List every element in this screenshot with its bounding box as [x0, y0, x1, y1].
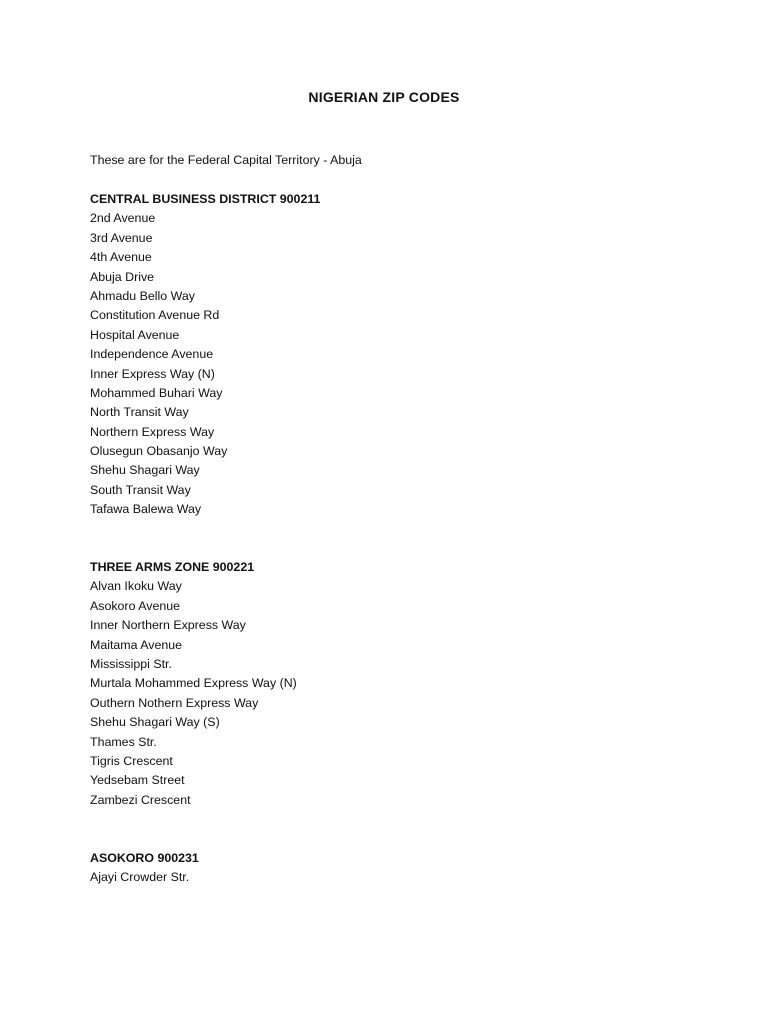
street-item: Inner Northern Express Way [90, 618, 246, 633]
street-item: 3rd Avenue [90, 230, 153, 245]
section-heading: ASOKORO 900231 [90, 851, 199, 865]
street-item: Thames Str. [90, 734, 157, 749]
section-heading: THREE ARMS ZONE 900221 [90, 560, 255, 574]
street-item: Zambezi Crescent [90, 792, 191, 807]
street-item: Tafawa Balewa Way [90, 502, 202, 517]
street-item: Shehu Shagari Way [90, 463, 200, 478]
street-item: Mississippi Str. [90, 656, 172, 671]
street-item: Ajayi Crowder Str. [90, 870, 190, 885]
section-heading: CENTRAL BUSINESS DISTRICT 900211 [90, 192, 321, 206]
street-item: North Transit Way [90, 405, 189, 420]
street-item: Independence Avenue [90, 347, 214, 362]
street-item: Outhern Nothern Express Way [90, 695, 259, 710]
street-item: South Transit Way [90, 482, 191, 497]
document-title: NIGERIAN ZIP CODES [308, 89, 460, 105]
street-item: 4th Avenue [90, 250, 152, 265]
street-item: Asokoro Avenue [90, 598, 181, 613]
section-asokoro [90, 849, 690, 888]
section-three-arms-zone [90, 558, 690, 810]
street-item: Inner Express Way (N) [90, 366, 215, 381]
street-item: Alvan Ikoku Way [90, 579, 182, 594]
street-item: Yedsebam Street [90, 773, 185, 788]
street-list [90, 577, 690, 810]
street-item: Mohammed Buhari Way [90, 385, 223, 400]
street-item: Constitution Avenue Rd [90, 308, 220, 323]
intro-text: These are for the Federal Capital Territory - Abuja [90, 153, 362, 167]
street-item: Murtala Mohammed Express Way (N) [90, 676, 297, 691]
street-item: Northern Express Way [90, 424, 215, 439]
street-item: 2nd Avenue [90, 211, 156, 226]
street-item: Maitama Avenue [90, 637, 183, 652]
street-item: Hospital Avenue [90, 327, 180, 342]
section-central-business-district [90, 190, 690, 520]
street-item: Olusegun Obasanjo Way [90, 444, 228, 459]
street-item: Abuja Drive [90, 269, 155, 284]
street-item: Tigris Crescent [90, 753, 173, 768]
street-list [90, 868, 690, 887]
street-item: Shehu Shagari Way (S) [90, 715, 220, 730]
street-item: Ahmadu Bello Way [90, 288, 195, 303]
street-list [90, 209, 690, 519]
